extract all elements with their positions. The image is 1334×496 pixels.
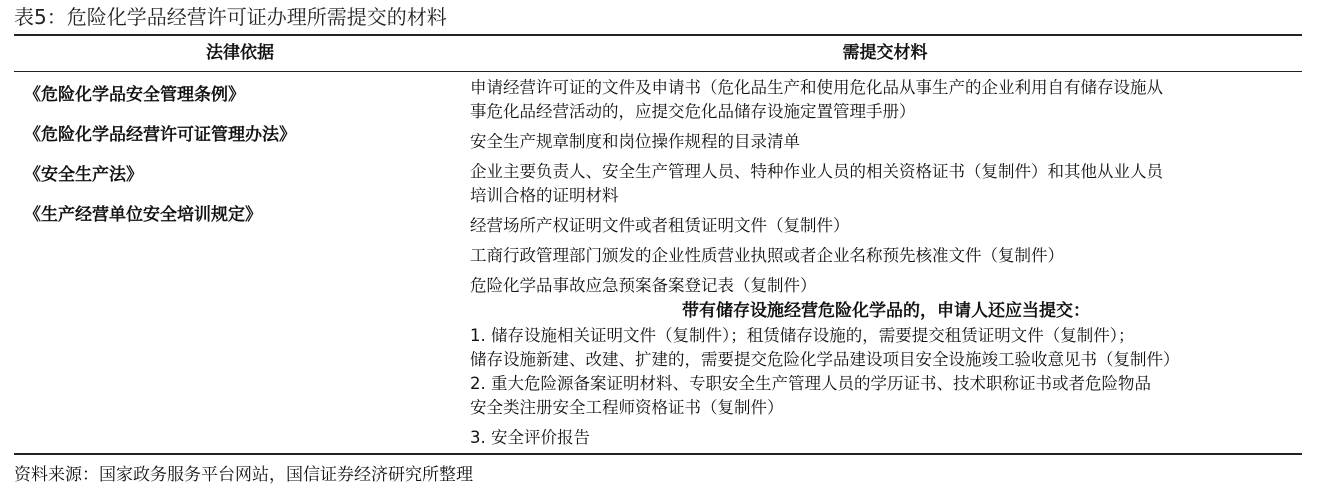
material-item-1-line-1: 申请经营许可证的文件及申请书（危化品生产和使用危化品从事生产的企业利用自有储存设施从: [470, 78, 1163, 97]
law-item: 《危险化学品经营许可证管理办法》: [24, 125, 296, 145]
law-item: 《安全生产法》: [24, 165, 143, 185]
material-item-1-line-2: 事危化品经营活动的，应提交危化品储存设施定置管理手册）: [470, 102, 916, 121]
material-item-3-line-1: 企业主要负责人、安全生产管理人员、特种作业人员的相关资格证书（复制件）和其他从业人员: [470, 162, 1163, 181]
material-item-2: 安全生产规章制度和岗位操作规程的目录清单: [470, 132, 800, 151]
storage-item-3: 3. 安全评价报告: [470, 428, 590, 447]
source-note: 资料来源：国家政务服务平台网站，国信证券经济研究所整理: [14, 465, 473, 485]
material-item-6: 危险化学品事故应急预案备案登记表（复制件）: [470, 276, 817, 295]
storage-item-1-line-2: 储存设施新建、改建、扩建的，需要提交危险化学品建设项目安全设施竣工验收意见书（复制件）: [470, 350, 1180, 369]
table-header-rule: [14, 71, 1302, 72]
material-item-5: 工商行政管理部门颁发的企业性质营业执照或者企业名称预先核准文件（复制件）: [470, 246, 1064, 265]
material-item-3-line-2: 培训合格的证明材料: [470, 186, 619, 205]
law-item: 《危险化学品安全管理条例》: [24, 85, 245, 105]
law-item: 《生产经营单位安全培训规定》: [24, 205, 262, 225]
table-top-rule: [14, 34, 1302, 36]
table-title: 表5：危险化学品经营许可证办理所需提交的材料: [14, 5, 447, 29]
material-item-4: 经营场所产权证明文件或者租赁证明文件（复制件）: [470, 216, 850, 235]
materials-column: [470, 76, 1310, 450]
law-basis-column: [24, 82, 464, 242]
storage-subheading: 带有储存设施经营危险化学品的，申请人还应当提交：: [682, 301, 1090, 321]
storage-item-2-line-2: 安全类注册安全工程师资格证书（复制件）: [470, 398, 784, 417]
header-law-basis: 法律依据: [206, 43, 274, 63]
header-materials: 需提交材料: [842, 43, 928, 63]
storage-item-2-line-1: 2. 重大危险源备案证明材料、专职安全生产管理人员的学历证书、技术职称证书或者危险物品: [470, 374, 1151, 393]
table-bottom-rule: [14, 453, 1302, 455]
storage-item-1-line-1: 1. 储存设施相关证明文件（复制件）；租赁储存设施的，需要提交租赁证明文件（复制件）；: [470, 326, 1135, 345]
